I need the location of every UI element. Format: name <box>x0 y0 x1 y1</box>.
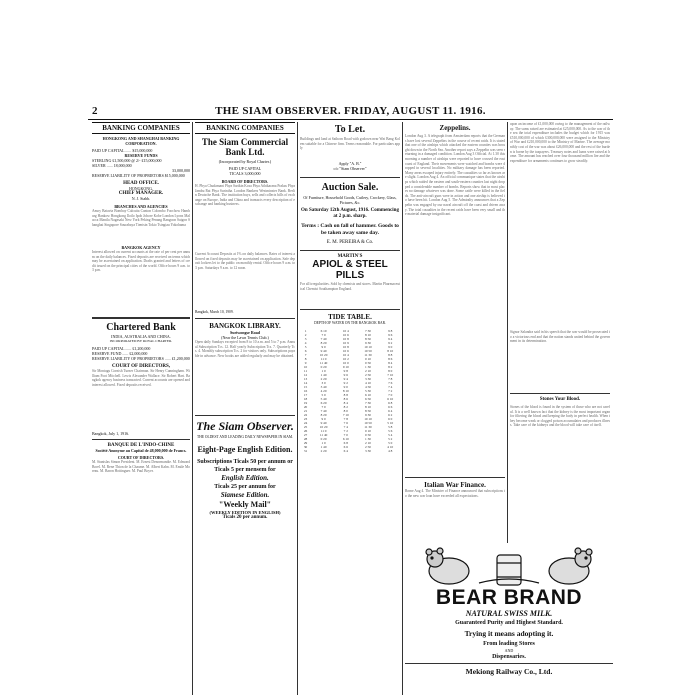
court-of-directors: COURT OF DIRECTORS, <box>112 364 170 369</box>
paper-title: The Siam Observer. <box>196 419 294 433</box>
article-text: Signor Salandra said in his speech that the war would be prosecuted to a victorious end and that the nation stands united behind the government in its determination. <box>510 330 610 344</box>
board-of-directors: BOARD OF DIRECTORS. <box>221 179 269 184</box>
tide-table: 1 6 10 10 4 7 30 9 8 2 7 0 10 6 8 10 9 6 3 7 40 10 8 8 50 9 4 4 8 20 10 9 9 30 9 2 5 9 0 10 8 10 10 9 0 6 9 40 10 6 10 50 8 10 7 10 20 10 4 11 30 8 8 8 11 0 10 2 0 10 8 6 9 11 40 10 0 0 50 8 4 10 0 20 9 10 1 30 8 2 11 1 0 9 8 2 10 8 0 12 1 40 9 6 2 50 7 10 13 2 20 9 4 3 30 7 8 14 3 0 9 2 4 10 7 6 15 3 40 9 0 4 50 7 4 16 4 20 8 10 5 30 7 2 17 5 0 8 8 6 10 7 0 18 5 40 8 6 6 50 6 10 19 6 20 8 4 7 30 6 8 20 7 0 8 2 8 10 6 6 21 7 40 8 0 8 50 6 4 22 8 20 7 10 9 30 6 2 23 9 0 7 8 10 10 6 0 24 9 40 7 6 10 50 5 10 25 10 20 7 4 11 30 5 8 26 11 0 7 2 0 10 5 6 27 11 40 7 0 0 50 5 4 28 0 20 6 10 1 30 5 2 29 1 0 6 8 2 10 5 0 30 1 40 6 6 2 50 4 10 31 2 20 6 4 3 30 4 8 <box>303 329 394 453</box>
weekly-mail: "Weekly Mail" <box>218 500 272 509</box>
column-3 <box>300 122 400 695</box>
bank-name: The Siam Commercial Bank Ltd. <box>201 137 289 157</box>
reserve-title: RESERVE FUNDS <box>124 153 158 158</box>
head-office: HONGKONG. <box>128 186 154 191</box>
page-number: 2 <box>92 105 98 117</box>
weekly-note: (WEEKLY EDITION IN ENGLISH) <box>209 510 281 515</box>
column-1 <box>92 122 190 695</box>
adopting-text: Trying it means adopting it. <box>464 629 554 638</box>
library-text: Open daily Sundays excepted from 8 to 10 a.m. and 5 to 7 p.m. Annual Subscription Tcs. 12. Half yearly Subscription Tcs. 7. Quarterly Tcs. 4. Monthly subscription Tcs. 2 for visitors only. Subscriptions payable in advance. New books are added regularly and may be obtained. <box>195 340 295 358</box>
directors-text: Sir Montagu Cornish Turner Chairman. Sir Henry Cunningham. William Foot Mitchell. Lewis Alexander Wallace. Sir Robert Hart. Bangkok agency business transacted. Current accounts are opened and interest allowed. Fixed deposits received. <box>92 369 190 387</box>
dispensaries-text: Dispensaries. <box>492 654 526 660</box>
column-2 <box>195 122 295 695</box>
guarantee-text: Guaranteed Purity and Highest Standard. <box>455 620 563 626</box>
incorporated: (Incorporated by Royal Charter.) <box>218 159 272 164</box>
brand-name: BEAR BRAND <box>435 586 583 609</box>
article-title: Zeppelins. <box>439 124 471 132</box>
column-rule <box>192 122 193 695</box>
article-text: upon an income of £1,000,000 owing to the management of the railway. The sums raised are estimated at £25,000,000. As to the war of the sea the total expenditure includes the budget which for 1915 was £510,000,000 of which £300,000,000 were assigned to the Ministry of War and £210,000,000 to the Ministry of Marine. The average monthly cost of the war was about £26,000,000 and the rest of the burden is borne by the taxpayers. Treasury notes and loans were raised at home. The amount has reached over four thousand million lire and the expenditure for armaments continues to grow steadily. <box>510 122 610 163</box>
agency-text: Interest allowed on current accounts at the rate of per cent per annum on the daily balances. Fixed deposits are received on terms which may be ascertained on application. Drafts granted and letters of credit issued on the principal cities of the world. Office hours 9 a.m. to 3 p.m. <box>92 250 190 273</box>
chief-manager: N. J. Stabb. <box>131 196 151 201</box>
capital-line: PAID UP CAPITAL ...... £1,200,000 <box>92 346 151 351</box>
subscription-text: Ticals 25 per annum for <box>214 484 276 490</box>
column-rule <box>297 122 298 695</box>
library-road: Suriwongse Road <box>230 330 260 335</box>
mekong-heading: Mekiong Railway Co., Ltd. <box>465 667 553 676</box>
tide-subtitle: DEPTH OF WATER ON THE BANGKOK BAR. <box>314 321 386 325</box>
bank-subtitle: INDIA, AUSTRALIA AND CHINA. <box>111 334 171 339</box>
silver-line: SILVER ...... 18,000,000 <box>92 163 132 168</box>
library-note: (Near the Lawn Tennis Club.) <box>221 335 269 340</box>
court-of-directors: COURT OF DIRECTORS. <box>117 455 165 460</box>
column-rule <box>402 122 403 695</box>
to-let-title: To Let. <box>334 124 366 135</box>
bank-name: HONGKONG AND SHANGHAI BANKING CORPORATION. <box>102 136 180 146</box>
auction-items: Of Furniture, Household Goods, Cutlery, Crockery, Glass, Pictures, &c. <box>303 195 397 205</box>
article-text: Rome Aug 4. The Minister of Finance announced that subscriptions to the new war loan have exceeded all expectations. <box>405 489 505 498</box>
edition-title: Eight-Page English Edition. <box>197 445 293 454</box>
incorporated: INCORPORATED BY ROYAL CHARTER. <box>109 339 173 343</box>
auction-date: On Saturday 12th August, 1916. Commencing at 2 p.m. sharp. <box>301 208 399 219</box>
bear-icon <box>409 545 609 587</box>
siamese-edition: Siamese Edition. <box>220 491 270 499</box>
liability-line: RESERVE LIABILITY OF PROPRIETORS ...... £1,200,000 <box>92 356 190 361</box>
apiol-text: For all irregularities. Sold by chemists and stores. Martin Pharmaceutical Chemist Southampton England. <box>300 282 400 291</box>
directors-text: M. Stanislas Simon President. M. Ernest Denormandie. M. Edmond Borel. M. Rene Thion de la Chaume. M. Albert Kahn. M. Emile Moreau. M. Baron Hottinguer. M. Paul Boyer. <box>92 460 190 474</box>
stores-text: From leading Stores <box>483 641 535 647</box>
section-heading: BANKING COMPANIES <box>92 122 190 134</box>
bear-brand-advert <box>405 543 613 695</box>
subscription-text: Subscriptions Ticals 50 per annum or Ticals 5 per mensem for <box>197 459 293 473</box>
branches-title: BRANCHES AND AGENCIES <box>114 204 168 209</box>
total-line: 33,000,000 <box>172 168 190 173</box>
apiol-title: APIOL & STEEL PILLS <box>312 259 388 281</box>
auction-terms: Terms : Cash on fall of hammer. Goods to be taken away same day. <box>301 223 399 236</box>
bank-subtitle: Société Anonyme au Capital de 48,000,000 de Francs. <box>95 448 187 453</box>
article-text: London Aug 3. A telegraph from Amsterdam reports that the Germans have lost several Zeppelins in the course of recent raids. It is stated that one of the airships which attacked the eastern counties was brought down in the North Sea. Another report says a Zeppelin was seen returning in a damaged condition. London Aug 3 Official. At 1.30 this morning a number of airships were reported to have crossed the east coast of England. Their movements were watched and bombs were dropped in several localities. No military damage has been reported. Many areas escaped injury entirely. The casualties so far as known are slight. London Aug 4. An official communique states that the airships which raided the eastern and south-eastern counties last night dropped a considerable number of bombs. Reports show that in most places no damage whatever was done. Some cattle were killed in the fields. The anti-aircraft guns were in action and one airship is believed to have been hit. London Aug 5. The Admiralty announces that a Zeppelin was engaged by our naval aircraft off the coast and driven away. The total casualties in the recent raids have been very small and the material damage insignificant. <box>405 134 505 217</box>
bangkok-agency: BANGKOK AGENCY <box>121 245 161 250</box>
article-title: Italian War Finance. <box>424 481 486 489</box>
bear-illustration <box>405 545 613 587</box>
martins: MARTIN'S <box>337 254 363 259</box>
masthead <box>88 105 613 120</box>
bank-name: BANQUE DE L'INDO-CHINE <box>107 443 175 448</box>
reserve-line: STERLING £1,500,000 @ 2/- £15,000,000 <box>92 158 162 163</box>
brand-tagline: NATURAL SWISS MILK. <box>465 609 553 618</box>
reserve-line: RESERVE FUND ...... £2,000,000 <box>92 351 148 356</box>
to-let-text: Buildings and land at Sathorn Road with godown near Wat Bang Kolem suitable for a Chinese firm. Terms reasonable. For particulars apply <box>300 137 400 151</box>
dateline: Bangkok, July 1, 1916. <box>92 431 130 436</box>
weekly-price: Ticals 20 per annum. <box>222 515 268 520</box>
article-title: Stones Your Blood. <box>539 397 581 402</box>
newspaper-page <box>88 105 613 695</box>
to-let-apply: Apply "A. B." <box>338 161 362 166</box>
paid-up-title: PAID UP CAPITAL <box>228 166 262 171</box>
article-text: Stones of the blood is found in the system of those who are not careful. It is a well known fact that the kidney is the most important organ for filtering the blood and keeping the body in perfect health. When they become weak or clogged poison accumulates and produces illness. Take care of the kidneys and the blood will take care of itself. <box>510 405 610 428</box>
tide-title: TIDE TABLE. <box>328 313 372 321</box>
paper-tagline: THE OLDEST AND LEADING DAILY NEWSPAPER IN SIAM. <box>197 435 293 439</box>
auction-title: Auction Sale. <box>321 182 379 193</box>
english-edition: English Edition. <box>221 474 269 482</box>
capital-line: PAID UP CAPITAL ...... $15,000,000 <box>92 148 153 153</box>
library-title: BANGKOK LIBRARY. <box>209 322 281 330</box>
head-office-title: HEAD OFFICE. <box>123 181 159 186</box>
section-heading: BANKING COMPANIES <box>195 122 295 134</box>
branch-list: Amoy Batavia Bombay Calcutta Canton Colombo Foochow Hamburg Hankow Hongkong Iloilo Ipoh Johore Kobe London Lyons Malacca Manila Nagasaki New York Peking Penang Rangoon Saigon Shanghai Singapore Sourabaya Tientsin Tokio Tsingtau Yokohama <box>92 209 190 227</box>
bank-name: Chartered Bank <box>106 322 176 333</box>
liability-line: RESERVE LIABILITY OF PROPRIETORS $15,000,000 <box>92 173 185 178</box>
auctioneer: E. M. PEREIRA & Co. <box>326 240 374 245</box>
to-let-care: c/o "Siam Observer" <box>333 166 367 171</box>
board-text: H. Phya Chudamani Phya Sarikin Kosa Phya Athikarana Prakas Phya Jambu Rat Phya Surintha. London Bankers Westminster Bank. Berlin Deutsche Bank. The institution buys, sells and collects bills of exchange on Europe, India and China and transacts every description of exchange and banking business. <box>195 184 295 207</box>
newspaper-title: THE SIAM OBSERVER. FRIDAY, AUGUST 11. 1916. <box>215 105 486 117</box>
chief-manager-title: CHIEF MANAGER. <box>118 191 164 196</box>
dateline: Bangkok, March 10, 1909. <box>195 310 234 314</box>
rates-text: Current Account Deposits at 1% on daily balances. Rates of interest allowed on fixed deposits may be ascertained on application. Safe deposit lockers let to the public on monthly rental. Office hours 9 a.m. to 3 p.m. Saturdays 9 a.m. to 12 noon. <box>195 252 295 270</box>
paid-up-value: TICALS 3,000,000 <box>229 171 261 176</box>
and-text: AND <box>504 648 514 653</box>
